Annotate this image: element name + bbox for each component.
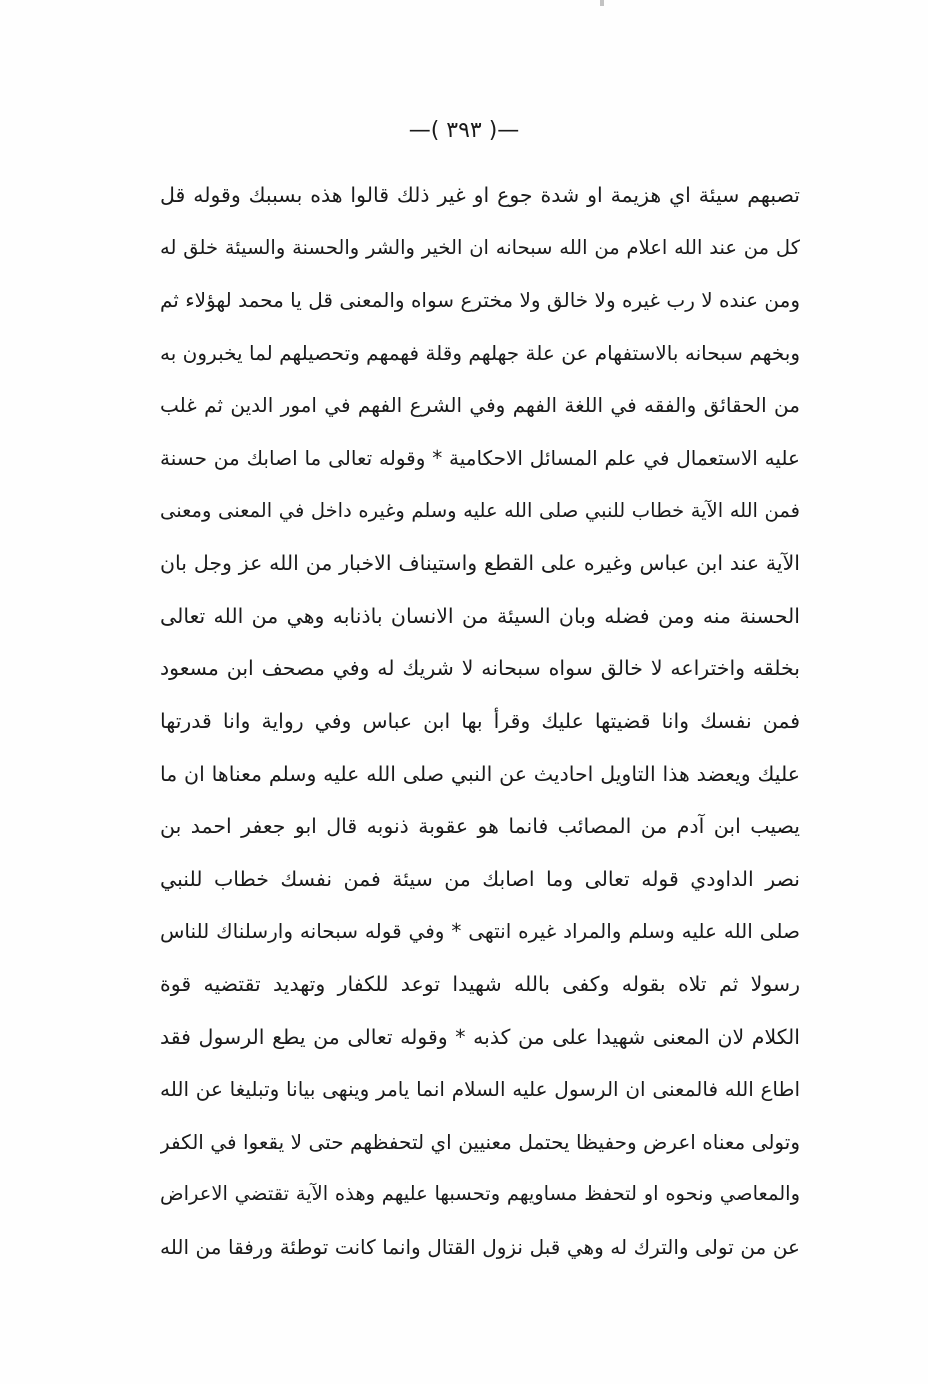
scan-mark <box>600 0 604 6</box>
text-line: من الحقائق والفقه في اللغة الفهم وفي الشرع الفهم في امور الدين ثم غلب <box>160 393 800 418</box>
text-line: صلى الله عليه وسلم والمراد غيره انتهى * وفي قوله سبحانه وارسلناك للناس <box>160 919 800 944</box>
text-line: الحسنة منه ومن فضله وبان السيئة من الانسان باذنابه وهي من الله تعالى <box>160 603 800 628</box>
text-line: عليك ويعضد هذا التاويل احاديث عن النبي صلى الله عليه وسلم معناها ان ما <box>160 761 800 786</box>
text-line: فمن الله الآية خطاب للنبي صلى الله عليه وسلم وغيره داخل في المعنى ومعنى <box>160 498 800 522</box>
text-line: وتولى معناه اعرض وحفيظا يحتمل معنيين اي لتحفظهم حتى لا يقعوا في الكفر <box>160 1129 800 1154</box>
text-line: وبخهم سبحانه بالاستفهام عن علة جهلهم وقلة فهمهم وتحصيلهم لما يخبرون به <box>160 340 800 365</box>
text-line: بخلقه واختراعه لا خالق سواه سبحانه لا شريك له وفي مصحف ابن مسعود <box>160 656 800 681</box>
page-number: —( ٣٩٣ )— <box>408 118 520 143</box>
text-line: عليه الاستعمال في علم المسائل الاحكامية * وقوله تعالى ما اصابك من حسنة <box>160 445 800 470</box>
text-line: تصبهم سيئة اي هزيمة او شدة جوع او غير ذلك قالوا هذه بسببك وقوله قل <box>160 183 800 207</box>
text-line: فمن نفسك وانا قضيتها عليك وقرأ بها ابن عباس وفي رواية وانا قدرتها <box>160 708 800 733</box>
text-line: اطاع الله فالمعنى ان الرسول عليه السلام انما يامر وينهى بيانا وتبليغا عن الله <box>160 1077 800 1102</box>
text-line: يصيب ابن آدم من المصائب فانما هو عقوبة ذنوبه قال ابو جعفر احمد بن <box>160 814 800 839</box>
text-line: عن من تولى والترك له وهي قبل نزول القتال وانما كانت توطئة ورفقا من الله <box>160 1234 800 1259</box>
text-line: الكلام لان المعنى شهيدا على من كذبه * وقوله تعالى من يطع الرسول فقد <box>160 1024 800 1049</box>
body-text <box>160 172 800 1276</box>
text-line: نصر الداودي قوله تعالى وما اصابك من سيئة فمن نفسك خطاب للنبي <box>160 866 800 891</box>
text-line: ومن عنده لا رب غيره ولا خالق ولا مخترع سواه والمعنى قل يا محمد لهؤلاء ثم <box>160 288 800 313</box>
text-line: الآية عند ابن عباس وغيره على القطع واستيناف الاخبار من الله عز وجل بان <box>160 551 800 576</box>
text-line: رسولا ثم تلاه بقوله وكفى بالله شهيدا توعد للكفار وتهديد تقتضيه قوة <box>160 971 800 996</box>
text-line: كل من عند الله اعلام من الله سبحانه ان الخير والشر والحسنة والسيئة خلق له <box>160 235 800 259</box>
text-line: والمعاصي ونحوه او لتحفظ مساويهم وتحسبها عليهم وهذه الآية تقتضي الاعراض <box>160 1182 800 1206</box>
